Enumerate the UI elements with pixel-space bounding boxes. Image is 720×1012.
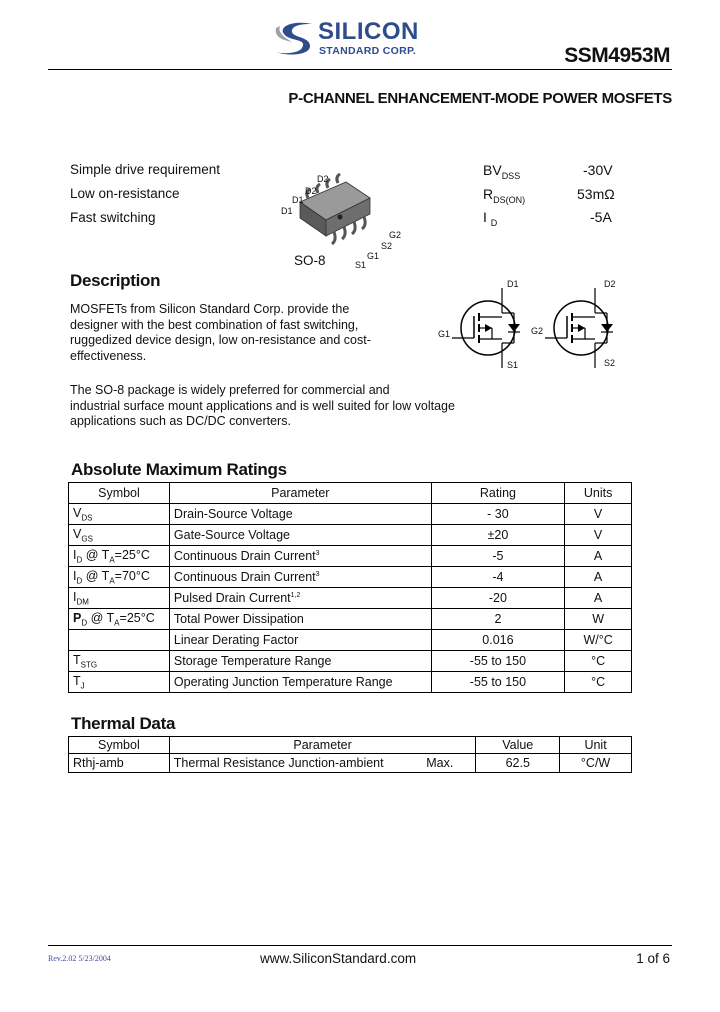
table-row (69, 504, 632, 525)
cell-parameter: Thermal Resistance Junction-ambient Max. (169, 754, 476, 773)
table-row (69, 609, 632, 630)
spec-id-symbol: I $_D$ (483, 209, 498, 228)
cell-value: 62.5 (476, 754, 560, 773)
cell-symbol: Rthj-amb (69, 754, 170, 773)
cell-symbol: $P_D$ @ $T_A=25^\circ C$ (69, 609, 170, 630)
cell-unit: A (565, 546, 632, 567)
feature-3: Fast switching (70, 210, 156, 225)
cell-unit: V (565, 525, 632, 546)
cell-rating: - 30 (431, 504, 565, 525)
mosfet-symbol-1 (452, 288, 530, 368)
table-row (69, 525, 632, 546)
table-row (69, 754, 632, 773)
header-rule (48, 69, 672, 70)
col-header-units: Units (565, 483, 632, 504)
spec-bvdss-symbol: $BV_{DSS}$ (483, 162, 521, 181)
cell-parameter: Gate-Source Voltage (169, 525, 431, 546)
page-number: 1 of 6 (636, 951, 670, 966)
cell-unit: A (565, 567, 632, 588)
logo-line1: SILICON (318, 18, 419, 45)
cell-rating: -55 to 150 (431, 672, 565, 693)
cell-parameter: Operating Junction Temperature Range (169, 672, 431, 693)
spec-rdson-symbol: $R_{DS(ON)}$ (483, 186, 526, 205)
col-header-parameter: Parameter (169, 483, 431, 504)
cell-parameter: Pulsed Drain Current$^{1,2}$ (169, 588, 431, 609)
col-header-unit: Unit (560, 737, 632, 754)
table-header-row (69, 737, 632, 754)
cell-unit: W/°C (565, 630, 632, 651)
table-row (69, 651, 632, 672)
cell-symbol: $I_D$ @ $T_A=25^\circ C$ (69, 546, 170, 567)
table-row (69, 588, 632, 609)
schematic-2-drain: D2 (604, 279, 616, 289)
table-row (69, 630, 632, 651)
pin-label-g1: G1 (367, 251, 380, 261)
cell-symbol (69, 630, 170, 651)
cell-rating: -20 (431, 588, 565, 609)
spec-rdson-value: 53mΩ (577, 186, 615, 202)
cell-parameter: Storage Temperature Range (169, 651, 431, 672)
cell-rating: 2 (431, 609, 565, 630)
pin-label-d2: D2 (305, 186, 317, 196)
abs-max-table (68, 482, 632, 693)
cell-unit: °C (565, 672, 632, 693)
cell-unit: °C (565, 651, 632, 672)
cell-parameter: Continuous Drain Current$^3$ (169, 546, 431, 567)
cell-unit: V (565, 504, 632, 525)
cell-unit: A (565, 588, 632, 609)
col-header-value: Value (476, 737, 560, 754)
cell-rating: -4 (431, 567, 565, 588)
cell-symbol: $V_{DS}$ (69, 504, 170, 525)
cell-symbol: $V_{GS}$ (69, 525, 170, 546)
spec-bvdss-value: -30V (583, 162, 613, 178)
company-logo (272, 18, 442, 58)
cell-parameter: Continuous Drain Current$^3$ (169, 567, 431, 588)
page-subtitle: P-CHANNEL ENHANCEMENT-MODE POWER MOSFETS (288, 90, 672, 107)
mosfet-symbol-2 (545, 288, 623, 368)
cell-symbol: $I_{DM}$ (69, 588, 170, 609)
cell-unit: W (565, 609, 632, 630)
schematic-2-gate: G2 (531, 326, 544, 336)
abs-max-heading: Absolute Maximum Ratings (71, 460, 287, 479)
cell-rating: -5 (431, 546, 565, 567)
feature-2: Low on-resistance (70, 186, 180, 201)
description-para-1: MOSFETs from Silicon Standard Corp. provide the designer with the best combination of fast switching, ruggedized device design, low on-resistance and cost- effectiveness. (70, 302, 371, 363)
cell-rating: ±20 (431, 525, 565, 546)
cell-symbol: $I_D$ @ $T_A=70^\circ C$ (69, 567, 170, 588)
description-para-2: The SO-8 package is widely preferred for commercial and industrial surface mount applications and is well suited for low voltage applications such as DC/DC converters. (70, 383, 455, 428)
revision-info: Rev.2.02 5/23/2004 (48, 954, 111, 963)
cell-parameter: Linear Derating Factor (169, 630, 431, 651)
logo-swoosh-icon (272, 18, 318, 58)
spec-id-value: -5A (590, 209, 612, 225)
cell-rating: 0.016 (431, 630, 565, 651)
col-header-symbol: Symbol (69, 483, 170, 504)
col-header-rating: Rating (431, 483, 565, 504)
footer-rule (48, 945, 672, 946)
schematic-2-source: S2 (604, 358, 616, 368)
table-header-row (69, 483, 632, 504)
cell-unit: °C/W (560, 754, 632, 773)
pin-label-d1-upper: D1 (292, 195, 304, 205)
feature-1: Simple drive requirement (70, 162, 221, 177)
part-number: SSM4953M (564, 44, 670, 67)
thermal-heading: Thermal Data (71, 714, 176, 733)
package-name: SO-8 (294, 253, 326, 268)
cell-parameter: Total Power Dissipation (169, 609, 431, 630)
table-row (69, 672, 632, 693)
cell-symbol: $T_{STG}$ (69, 651, 170, 672)
description-heading: Description (70, 271, 161, 290)
schematic-1-source: S1 (507, 360, 519, 370)
table-row (69, 546, 632, 567)
logo-line2: STANDARD CORP. (319, 45, 417, 57)
pin-label-s1: S1 (355, 260, 367, 270)
table-row (69, 567, 632, 588)
thermal-table (68, 736, 632, 773)
schematic-1-drain: D1 (507, 279, 519, 289)
cell-parameter: Drain-Source Voltage (169, 504, 431, 525)
pin-label-g2: G2 (389, 230, 402, 240)
pin-label-d1: D1 (281, 206, 293, 216)
website-url: www.SiliconStandard.com (260, 951, 417, 966)
schematic-1-gate: G1 (438, 329, 451, 339)
cell-rating: -55 to 150 (431, 651, 565, 672)
cell-symbol: $T_J$ (69, 672, 170, 693)
cell-qualifier: Max. (426, 756, 454, 770)
pin-label-s2: S2 (381, 241, 393, 251)
pin-label-d2-top: D2 (317, 174, 329, 184)
col-header-parameter: Parameter (169, 737, 476, 754)
col-header-symbol: Symbol (69, 737, 170, 754)
